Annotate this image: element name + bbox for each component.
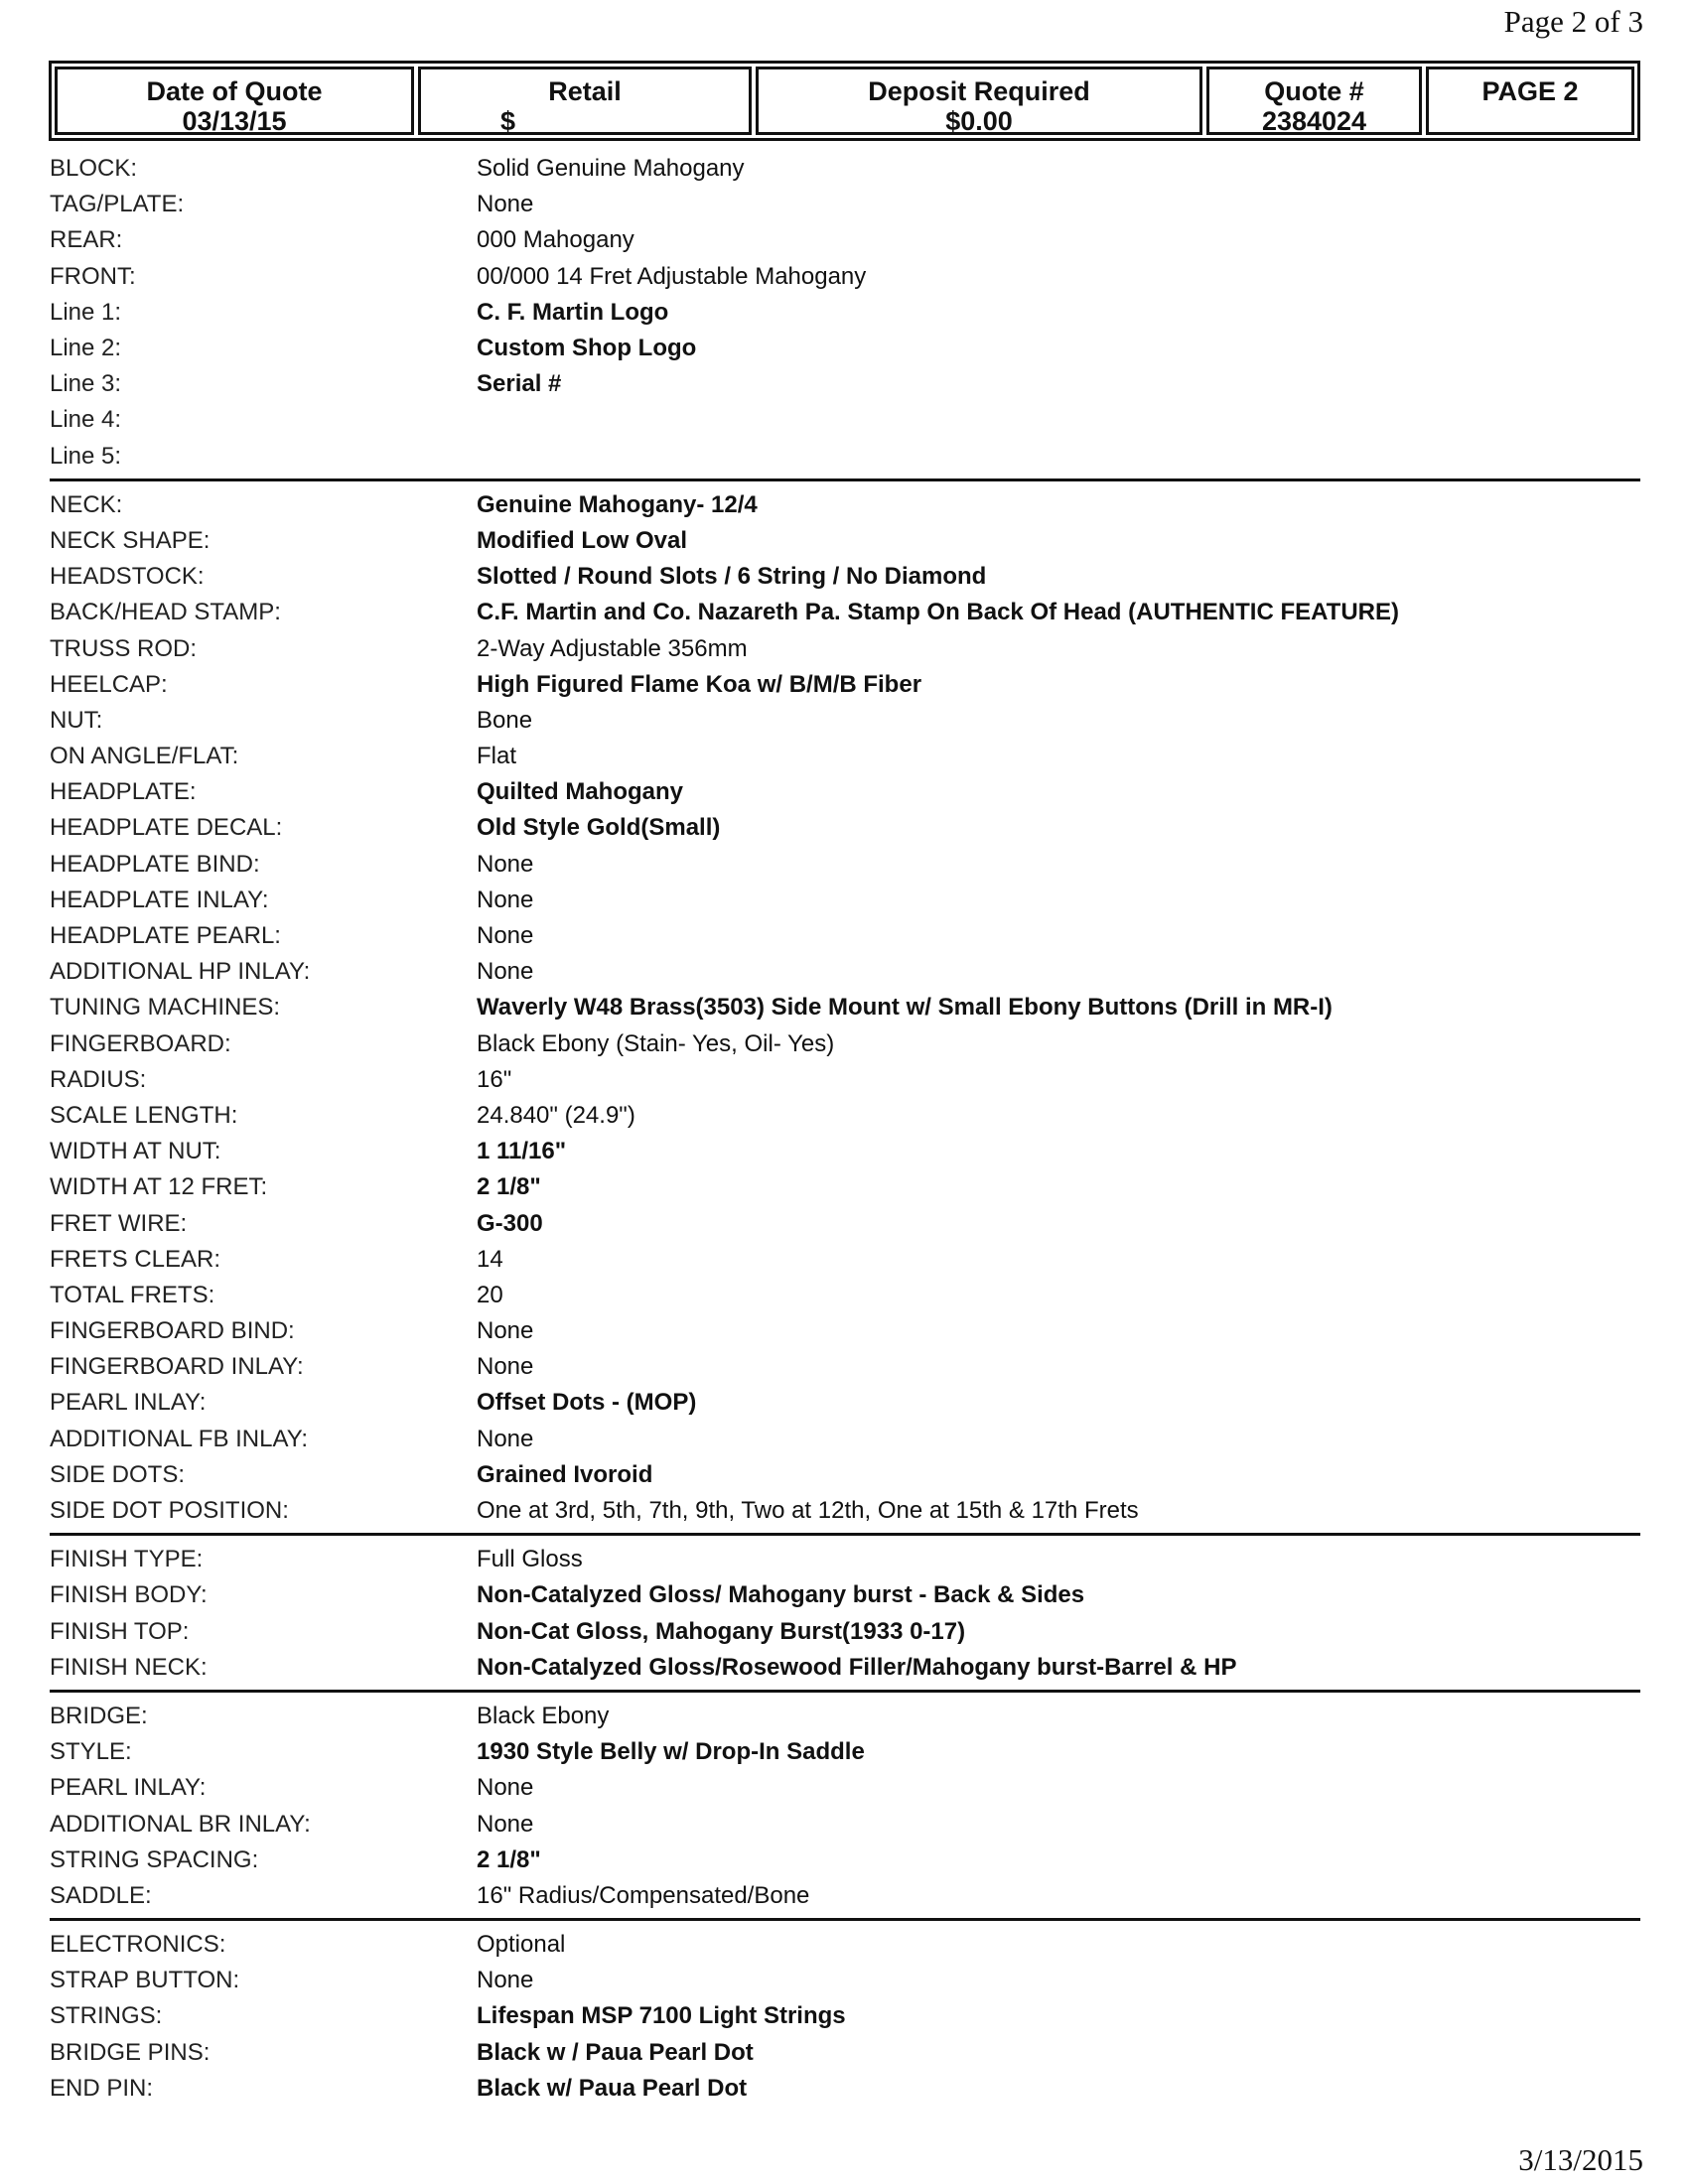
spec-label: ON ANGLE/FLAT:: [50, 743, 239, 770]
spec-row: [50, 151, 1640, 187]
spec-label: HEADPLATE INLAY:: [50, 886, 269, 913]
spec-label: BLOCK:: [50, 155, 138, 183]
quote-header: [49, 61, 1640, 141]
spec-value: Custom Shop Logo: [477, 335, 697, 362]
spec-label: PEARL INLAY:: [50, 1389, 207, 1417]
spec-row: [50, 1998, 1640, 2034]
spec-label: SCALE LENGTH:: [50, 1101, 238, 1129]
footer-date: 3/13/2015: [1518, 2142, 1643, 2177]
spec-row: [50, 1278, 1640, 1313]
spec-row: [50, 2071, 1640, 2107]
spec-label: ADDITIONAL FB INLAY:: [50, 1425, 309, 1452]
spec-value: Non-Cat Gloss, Mahogany Burst(1933 0-17): [477, 1617, 966, 1645]
spec-value: G-300: [477, 1209, 543, 1237]
spec-label: FRET WIRE:: [50, 1209, 188, 1237]
page-label-cell: [1426, 67, 1634, 135]
spec-label: ADDITIONAL HP INLAY:: [50, 958, 311, 986]
spec-value: Old Style Gold(Small): [477, 814, 721, 842]
retail-label: Retail: [548, 76, 622, 106]
spec-value: 1930 Style Belly w/ Drop-In Saddle: [477, 1738, 865, 1766]
spec-label: Line 5:: [50, 442, 122, 470]
spec-label: STRAP BUTTON:: [50, 1967, 240, 1994]
quote-number-label: Quote #: [1264, 76, 1364, 106]
spec-row: [50, 1927, 1640, 1963]
spec-value: None: [477, 1353, 534, 1381]
spec-label: NECK SHAPE:: [50, 526, 211, 554]
spec-row: [50, 523, 1640, 559]
spec-label: Line 2:: [50, 335, 122, 362]
spec-value: Black w/ Paua Pearl Dot: [477, 2074, 748, 2102]
spec-row: [50, 1963, 1640, 1998]
spec-value: 1 11/16": [477, 1138, 567, 1165]
spec-value: None: [477, 922, 534, 950]
spec-value: 2 1/8": [477, 1845, 541, 1873]
spec-row: [50, 222, 1640, 258]
spec-value: Black Ebony (Stain- Yes, Oil- Yes): [477, 1029, 835, 1057]
spec-label: BRIDGE:: [50, 1702, 148, 1729]
spec-label: Line 4:: [50, 406, 122, 434]
spec-row: [50, 1385, 1640, 1421]
spec-label: TOTAL FRETS:: [50, 1281, 215, 1308]
spec-label: SIDE DOTS:: [50, 1460, 186, 1488]
spec-label: END PIN:: [50, 2074, 154, 2102]
spec-value: Quilted Mahogany: [477, 778, 684, 806]
spec-label: SIDE DOT POSITION:: [50, 1497, 289, 1525]
spec-label: HEADPLATE BIND:: [50, 850, 260, 878]
spec-value: Offset Dots - (MOP): [477, 1389, 697, 1417]
spec-value: 000 Mahogany: [477, 226, 634, 254]
spec-label: REAR:: [50, 226, 123, 254]
spec-row: [50, 1493, 1640, 1529]
spec-label: TRUSS ROD:: [50, 634, 198, 662]
spec-value: 16": [477, 1065, 512, 1093]
spec-label: HEADPLATE PEARL:: [50, 922, 281, 950]
spec-label: NUT:: [50, 706, 103, 734]
spec-label: SADDLE:: [50, 1881, 152, 1909]
spec-row: [50, 847, 1640, 883]
spec-value: Modified Low Oval: [477, 526, 688, 554]
retail-cell: [418, 67, 752, 135]
spec-row: [50, 1770, 1640, 1806]
spec-value: High Figured Flame Koa w/ B/M/B Fiber: [477, 670, 922, 698]
spec-row: [50, 1699, 1640, 1734]
spec-row: [50, 1614, 1640, 1650]
spec-label: HEADSTOCK:: [50, 563, 205, 591]
spec-row: [50, 1134, 1640, 1169]
spec-label: FINISH BODY:: [50, 1581, 208, 1609]
spec-label: PEARL INLAY:: [50, 1774, 207, 1802]
spec-value: Grained Ivoroid: [477, 1460, 653, 1488]
spec-section: [50, 1699, 1640, 1921]
spec-value: None: [477, 1967, 534, 1994]
spec-value: Black w / Paua Pearl Dot: [477, 2038, 754, 2066]
retail-value: $: [500, 106, 516, 136]
spec-value: Solid Genuine Mahogany: [477, 155, 745, 183]
spec-value: Non-Catalyzed Gloss/Rosewood Filler/Mahogany burst-Barrel & HP: [477, 1653, 1237, 1681]
page-label: PAGE 2: [1481, 76, 1579, 106]
spec-section: [50, 151, 1640, 481]
deposit-required-cell: [756, 67, 1202, 135]
spec-row: [50, 1542, 1640, 1577]
spec-label: HEADPLATE:: [50, 778, 197, 806]
spec-value: None: [477, 958, 534, 986]
spec-value: Black Ebony: [477, 1702, 610, 1729]
spec-row: [50, 883, 1640, 918]
spec-row: [50, 1806, 1640, 1842]
spec-row: [50, 739, 1640, 774]
spec-row: [50, 630, 1640, 666]
spec-value: None: [477, 1425, 534, 1452]
spec-row: [50, 1422, 1640, 1457]
spec-row: [50, 1205, 1640, 1241]
spec-row: [50, 402, 1640, 438]
spec-value: None: [477, 1317, 534, 1345]
spec-label: STRING SPACING:: [50, 1845, 259, 1873]
spec-value: 16" Radius/Compensated/Bone: [477, 1881, 810, 1909]
spec-value: None: [477, 850, 534, 878]
deposit-required-value: $0.00: [945, 106, 1013, 136]
spec-value: None: [477, 1774, 534, 1802]
spec-value: 00/000 14 Fret Adjustable Mahogany: [477, 262, 867, 290]
spec-section: [50, 487, 1640, 1536]
spec-row: [50, 259, 1640, 295]
spec-label: FINISH TOP:: [50, 1617, 190, 1645]
date-of-quote-cell: [55, 67, 414, 135]
spec-label: WIDTH AT NUT:: [50, 1138, 221, 1165]
spec-label: TAG/PLATE:: [50, 191, 185, 218]
spec-value: Waverly W48 Brass(3503) Side Mount w/ Small Ebony Buttons (Drill in MR-I): [477, 994, 1333, 1022]
spec-label: Line 1:: [50, 298, 122, 326]
spec-label: BRIDGE PINS:: [50, 2038, 211, 2066]
spec-row: [50, 559, 1640, 595]
spec-value: None: [477, 1810, 534, 1838]
spec-row: [50, 331, 1640, 366]
spec-label: HEELCAP:: [50, 670, 168, 698]
spec-row: [50, 1650, 1640, 1686]
spec-row: [50, 1734, 1640, 1770]
spec-row: [50, 918, 1640, 954]
spec-label: ELECTRONICS:: [50, 1931, 226, 1959]
spec-row: [50, 187, 1640, 222]
spec-label: FINGERBOARD INLAY:: [50, 1353, 304, 1381]
spec-row: [50, 1457, 1640, 1493]
spec-value: None: [477, 886, 534, 913]
spec-value: 2 1/8": [477, 1173, 541, 1201]
spec-value: 2-Way Adjustable 356mm: [477, 634, 748, 662]
spec-section: [50, 1927, 1640, 2111]
spec-label: BACK/HEAD STAMP:: [50, 599, 281, 626]
spec-value: Serial #: [477, 370, 562, 398]
date-of-quote-label: Date of Quote: [146, 76, 323, 106]
spec-label: FINGERBOARD BIND:: [50, 1317, 295, 1345]
spec-row: [50, 1313, 1640, 1349]
spec-row: [50, 1843, 1640, 1878]
spec-row: [50, 1878, 1640, 1914]
spec-row: [50, 1026, 1640, 1062]
quote-number-value: 2384024: [1261, 106, 1367, 136]
spec-value: Non-Catalyzed Gloss/ Mahogany burst - Back & Sides: [477, 1581, 1085, 1609]
spec-row: [50, 595, 1640, 630]
spec-label: Line 3:: [50, 370, 122, 398]
spec-row: [50, 703, 1640, 739]
spec-row: [50, 990, 1640, 1025]
spec-label: FRETS CLEAR:: [50, 1245, 221, 1273]
spec-row: [50, 1577, 1640, 1613]
spec-row: [50, 774, 1640, 810]
spec-value: Bone: [477, 706, 533, 734]
spec-value: C. F. Martin Logo: [477, 298, 669, 326]
spec-row: [50, 295, 1640, 331]
spec-label: STYLE:: [50, 1738, 132, 1766]
spec-label: HEADPLATE DECAL:: [50, 814, 283, 842]
spec-value: C.F. Martin and Co. Nazareth Pa. Stamp On Back Of Head (AUTHENTIC FEATURE): [477, 599, 1399, 626]
spec-label: FINISH TYPE:: [50, 1546, 204, 1573]
spec-value: 24.840" (24.9"): [477, 1101, 635, 1129]
spec-row: [50, 1169, 1640, 1205]
spec-row: [50, 667, 1640, 703]
spec-label: STRINGS:: [50, 2002, 163, 2030]
spec-row: [50, 439, 1640, 475]
spec-row: [50, 487, 1640, 523]
spec-value: 14: [477, 1245, 503, 1273]
spec-row: [50, 1242, 1640, 1278]
spec-label: FRONT:: [50, 262, 136, 290]
spec-row: [50, 954, 1640, 990]
page-number: Page 2 of 3: [1503, 4, 1643, 39]
spec-value: Genuine Mahogany- 12/4: [477, 490, 758, 518]
date-of-quote-value: 03/13/15: [182, 106, 287, 136]
spec-value: Flat: [477, 743, 517, 770]
spec-content: [50, 151, 1640, 2116]
spec-row: [50, 1098, 1640, 1134]
spec-row: [50, 366, 1640, 402]
spec-value: One at 3rd, 5th, 7th, 9th, Two at 12th, One at 15th & 17th Frets: [477, 1497, 1139, 1525]
quote-number-cell: [1206, 67, 1422, 135]
spec-section: [50, 1542, 1640, 1693]
deposit-required-label: Deposit Required: [868, 76, 1090, 106]
spec-row: [50, 1349, 1640, 1385]
spec-label: NECK:: [50, 490, 123, 518]
spec-label: FINGERBOARD:: [50, 1029, 231, 1057]
spec-label: RADIUS:: [50, 1065, 147, 1093]
spec-label: FINISH NECK:: [50, 1653, 208, 1681]
spec-label: ADDITIONAL BR INLAY:: [50, 1810, 311, 1838]
spec-value: Optional: [477, 1931, 566, 1959]
spec-row: [50, 1062, 1640, 1098]
spec-label: WIDTH AT 12 FRET:: [50, 1173, 268, 1201]
spec-value: None: [477, 191, 534, 218]
spec-label: TUNING MACHINES:: [50, 994, 281, 1022]
spec-value: Slotted / Round Slots / 6 String / No Diamond: [477, 563, 987, 591]
spec-row: [50, 810, 1640, 846]
spec-row: [50, 2035, 1640, 2071]
spec-value: Lifespan MSP 7100 Light Strings: [477, 2002, 846, 2030]
spec-value: 20: [477, 1281, 503, 1308]
spec-value: Full Gloss: [477, 1546, 583, 1573]
